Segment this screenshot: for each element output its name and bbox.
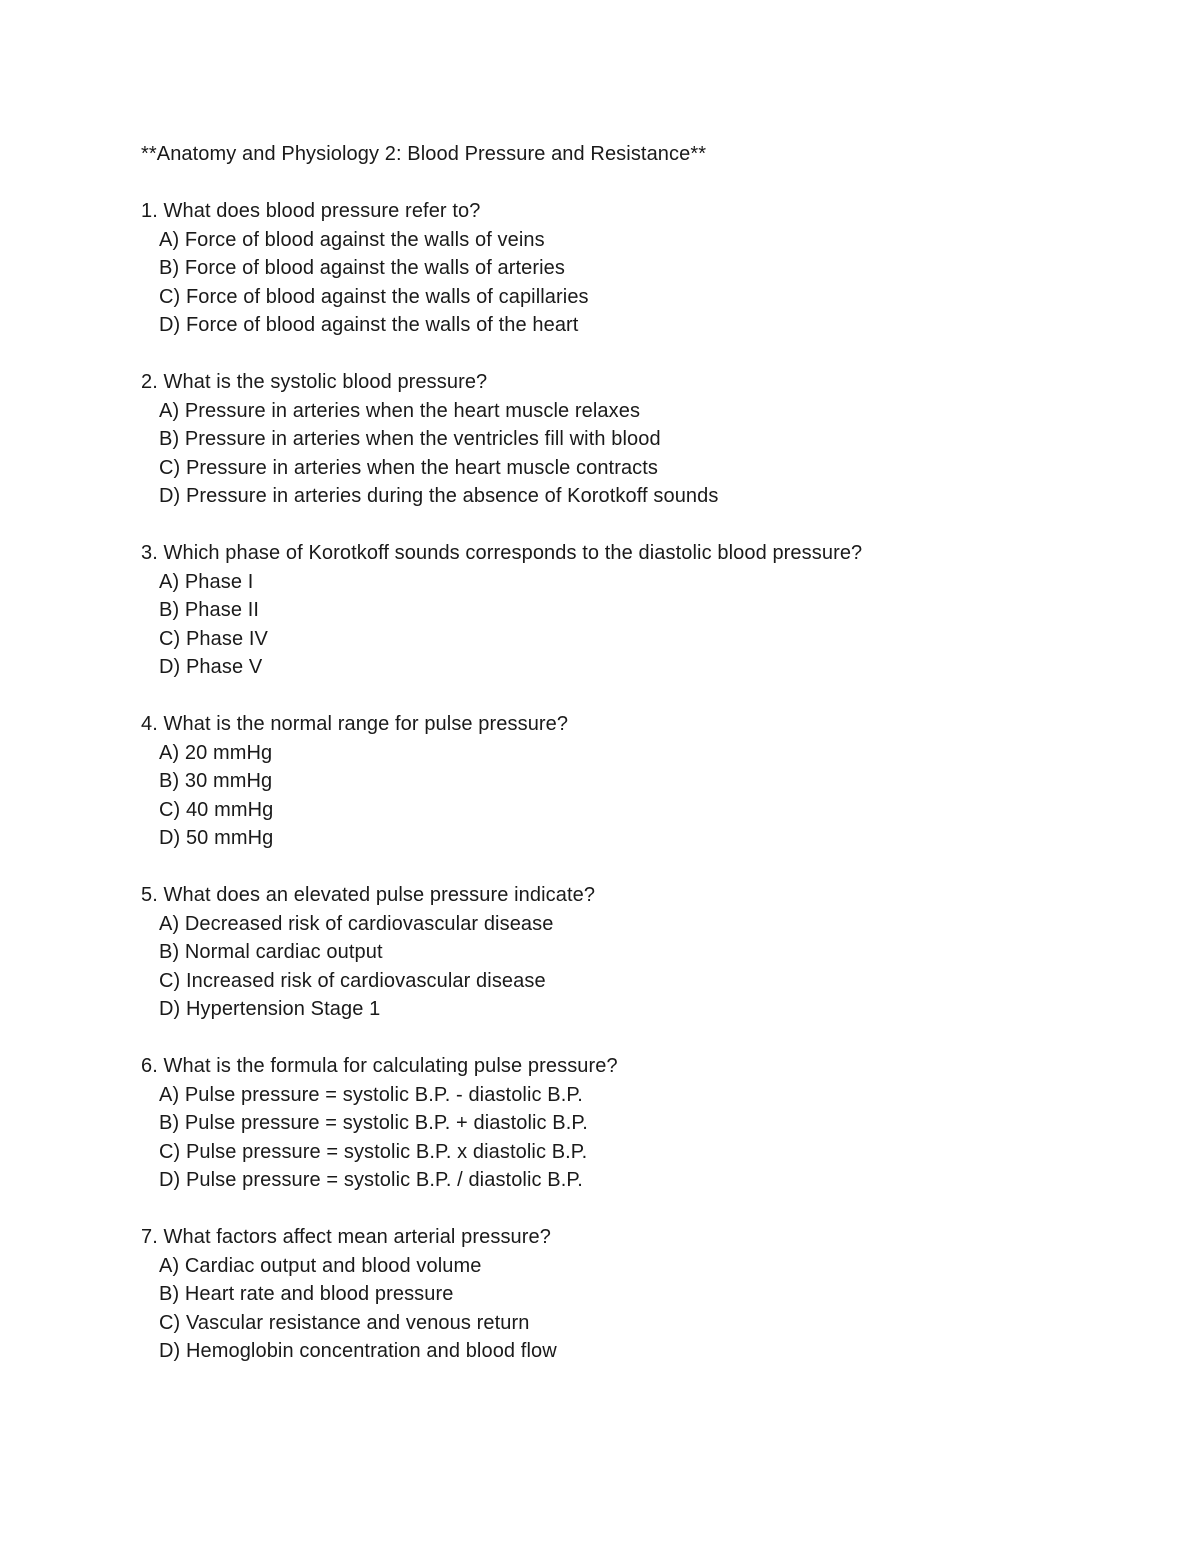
answer-option: B) 30 mmHg: [159, 770, 273, 792]
answer-option: A) Cardiac output and blood volume: [159, 1254, 482, 1277]
answer-option: D) Phase V: [159, 656, 263, 678]
answer-option: B) Normal cardiac output: [159, 941, 383, 963]
question-block: [141, 881, 1141, 1024]
question-block: [141, 1223, 1141, 1366]
question-prompt: 1. What does blood pressure refer to?: [141, 200, 481, 222]
answer-option: B) Pulse pressure = systolic B.P. + diastolic B.P.: [159, 1112, 588, 1134]
answer-option: D) Pulse pressure = systolic B.P. / diastolic B.P.: [159, 1169, 583, 1191]
answer-option: D) 50 mmHg: [159, 827, 274, 849]
answer-option: A) 20 mmHg: [159, 741, 273, 764]
question-block: [141, 368, 1141, 511]
answer-option: C) Phase IV: [159, 627, 268, 650]
answer-option: C) Force of blood against the walls of capillaries: [159, 285, 589, 308]
document-content: [141, 140, 1141, 1394]
answer-option: B) Phase II: [159, 599, 260, 621]
answer-option: C) Increased risk of cardiovascular disease: [159, 969, 546, 992]
answer-option: B) Heart rate and blood pressure: [159, 1283, 454, 1305]
answer-option: D) Pressure in arteries during the absence of Korotkoff sounds: [159, 485, 719, 507]
answer-option: A) Phase I: [159, 570, 254, 593]
question-prompt: 6. What is the formula for calculating pulse pressure?: [141, 1055, 618, 1077]
answer-option: B) Force of blood against the walls of arteries: [159, 257, 566, 279]
answer-option: D) Hemoglobin concentration and blood flow: [159, 1340, 557, 1362]
answer-option: D) Force of blood against the walls of the heart: [159, 314, 579, 336]
answer-option: C) Pressure in arteries when the heart muscle contracts: [159, 456, 659, 479]
answer-option: A) Decreased risk of cardiovascular disease: [159, 912, 554, 935]
answer-option: B) Pressure in arteries when the ventricles fill with blood: [159, 428, 661, 450]
answer-option: C) Pulse pressure = systolic B.P. x diastolic B.P.: [159, 1140, 588, 1163]
answer-option: C) Vascular resistance and venous return: [159, 1311, 530, 1334]
document-title: **Anatomy and Physiology 2: Blood Pressure and Resistance**: [141, 143, 707, 165]
answer-option: A) Pressure in arteries when the heart muscle relaxes: [159, 399, 641, 422]
question-block: [141, 1052, 1141, 1195]
question-block: [141, 710, 1141, 853]
question-block: [141, 197, 1141, 340]
question-prompt: 3. Which phase of Korotkoff sounds corresponds to the diastolic blood pressure?: [141, 542, 863, 564]
answer-option: A) Force of blood against the walls of veins: [159, 228, 545, 251]
question-prompt: 4. What is the normal range for pulse pressure?: [141, 713, 569, 735]
question-block: [141, 539, 1141, 682]
answer-option: C) 40 mmHg: [159, 798, 274, 821]
question-prompt: 5. What does an elevated pulse pressure indicate?: [141, 884, 596, 906]
answer-option: D) Hypertension Stage 1: [159, 998, 381, 1020]
question-prompt: 2. What is the systolic blood pressure?: [141, 371, 488, 393]
question-prompt: 7. What factors affect mean arterial pressure?: [141, 1226, 551, 1248]
answer-option: A) Pulse pressure = systolic B.P. - diastolic B.P.: [159, 1083, 583, 1106]
